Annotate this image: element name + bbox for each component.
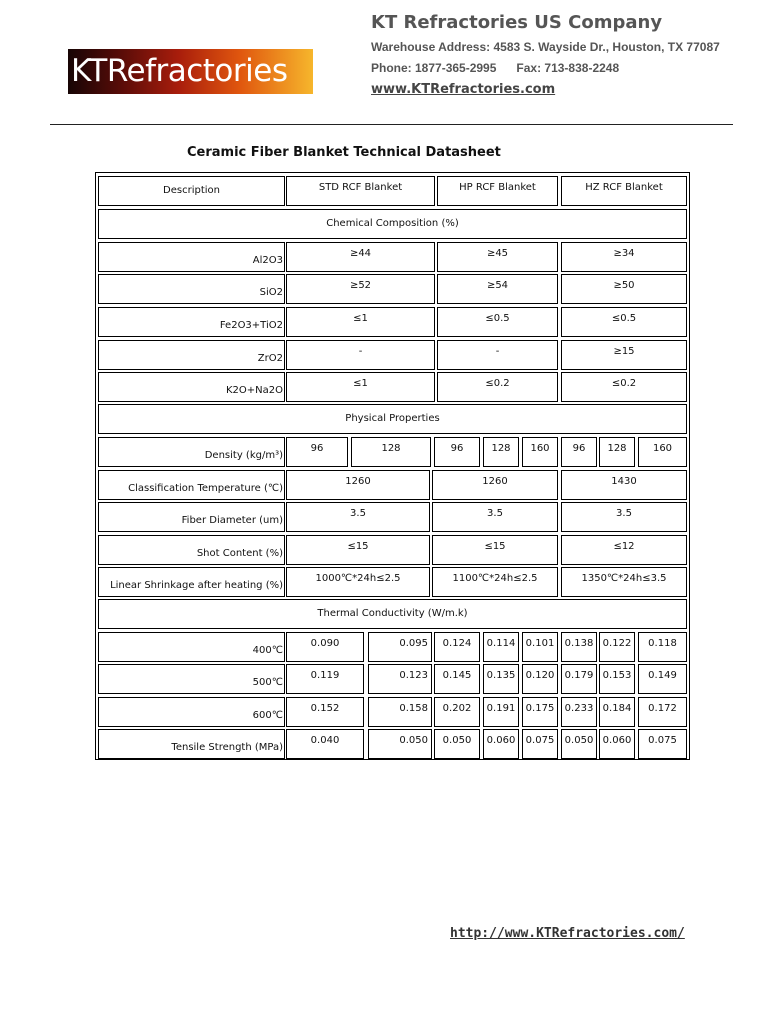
section-title-chemical: Chemical Composition (%) <box>98 209 687 239</box>
value-cell: 0.233 <box>561 697 597 727</box>
value-cell: 96 <box>286 437 348 467</box>
row-label: Al2O3 <box>98 242 285 272</box>
row-label: Classification Temperature (℃) <box>98 470 285 500</box>
phone-number: Phone: 1877-365-2995 <box>371 61 497 75</box>
value-cell: 0.050 <box>561 729 597 759</box>
value-cell: 0.101 <box>522 632 558 662</box>
value-cell: 128 <box>599 437 635 467</box>
company-name: KT Refractories US Company <box>371 12 663 33</box>
value-cell: 1260 <box>286 470 430 500</box>
value-cell: 0.119 <box>286 664 364 694</box>
value-cell: 0.124 <box>434 632 480 662</box>
section-title-thermal: Thermal Conductivity (W/m.k) <box>98 599 687 629</box>
value-cell: - <box>286 340 435 370</box>
value-cell: ≤15 <box>432 535 558 565</box>
row-label: Fe2O3+TiO2 <box>98 307 285 337</box>
value-cell: ≤15 <box>286 535 430 565</box>
value-cell: 0.123 <box>368 664 432 694</box>
value-cell: 1000℃*24h≤2.5 <box>286 567 430 597</box>
value-cell: 96 <box>561 437 597 467</box>
row-label: Density (kg/m³) <box>98 437 285 467</box>
value-cell: 0.202 <box>434 697 480 727</box>
value-cell: 0.122 <box>599 632 635 662</box>
value-cell: 0.152 <box>286 697 364 727</box>
warehouse-address: Warehouse Address: 4583 S. Wayside Dr., Houston, TX 77087 <box>371 40 720 54</box>
value-cell: ≥54 <box>437 274 558 304</box>
value-cell: 1350℃*24h≤3.5 <box>561 567 687 597</box>
value-cell: ≥45 <box>437 242 558 272</box>
value-cell: ≥44 <box>286 242 435 272</box>
value-cell: 3.5 <box>432 502 558 532</box>
value-cell: 128 <box>483 437 519 467</box>
value-cell: 0.153 <box>599 664 635 694</box>
company-logo <box>68 49 313 94</box>
value-cell: 0.172 <box>638 697 687 727</box>
header-divider <box>50 124 733 125</box>
value-cell: 0.120 <box>522 664 558 694</box>
value-cell: ≥34 <box>561 242 687 272</box>
value-cell: 1260 <box>432 470 558 500</box>
value-cell: ≥52 <box>286 274 435 304</box>
logo-text: KTRefractories <box>71 53 288 89</box>
value-cell: - <box>437 340 558 370</box>
product-header-cell: HP RCF Blanket <box>437 176 558 206</box>
value-cell: ≥50 <box>561 274 687 304</box>
value-cell: 128 <box>351 437 431 467</box>
row-label: Tensile Strength (MPa) <box>98 729 285 759</box>
value-cell: 0.175 <box>522 697 558 727</box>
value-cell: 1100℃*24h≤2.5 <box>432 567 558 597</box>
value-cell: 160 <box>522 437 558 467</box>
value-cell: 0.075 <box>522 729 558 759</box>
value-cell: 0.060 <box>483 729 519 759</box>
value-cell: 0.075 <box>638 729 687 759</box>
value-cell: ≤0.5 <box>437 307 558 337</box>
website-link[interactable]: www.KTRefractories.com <box>371 82 556 97</box>
row-label: 400℃ <box>98 632 285 662</box>
value-cell: 0.138 <box>561 632 597 662</box>
row-label: 600℃ <box>98 697 285 727</box>
value-cell: ≤0.5 <box>561 307 687 337</box>
fax-number: Fax: 713-838-2248 <box>516 61 620 75</box>
value-cell: 0.158 <box>368 697 432 727</box>
footer-url-link[interactable]: http://www.KTRefractories.com/ <box>450 926 685 941</box>
value-cell: 0.118 <box>638 632 687 662</box>
product-header-cell: HZ RCF Blanket <box>561 176 687 206</box>
value-cell: 0.050 <box>368 729 432 759</box>
row-label: Fiber Diameter (um) <box>98 502 285 532</box>
value-cell: 0.149 <box>638 664 687 694</box>
value-cell: 0.135 <box>483 664 519 694</box>
value-cell: 96 <box>434 437 480 467</box>
datasheet-title: Ceramic Fiber Blanket Technical Datasheet <box>187 145 501 160</box>
value-cell: 0.191 <box>483 697 519 727</box>
row-label: 500℃ <box>98 664 285 694</box>
section-title-physical: Physical Properties <box>98 404 687 434</box>
datasheet-table <box>95 172 690 760</box>
value-cell: ≤1 <box>286 372 435 402</box>
value-cell: 0.184 <box>599 697 635 727</box>
contact-line <box>371 61 619 75</box>
product-header-cell: STD RCF Blanket <box>286 176 435 206</box>
row-label: SiO2 <box>98 274 285 304</box>
value-cell: 0.145 <box>434 664 480 694</box>
value-cell: 0.179 <box>561 664 597 694</box>
header-description-cell: Description <box>98 176 285 206</box>
value-cell: 0.040 <box>286 729 364 759</box>
value-cell: ≤1 <box>286 307 435 337</box>
value-cell: 1430 <box>561 470 687 500</box>
value-cell: ≤0.2 <box>437 372 558 402</box>
value-cell: 3.5 <box>286 502 430 532</box>
value-cell: ≥15 <box>561 340 687 370</box>
value-cell: 0.050 <box>434 729 480 759</box>
value-cell: 0.090 <box>286 632 364 662</box>
value-cell: 0.095 <box>368 632 432 662</box>
value-cell: ≤0.2 <box>561 372 687 402</box>
value-cell: 3.5 <box>561 502 687 532</box>
row-label: K2O+Na2O <box>98 372 285 402</box>
value-cell: 0.114 <box>483 632 519 662</box>
row-label: Linear Shrinkage after heating (%) <box>98 567 285 597</box>
value-cell: 160 <box>638 437 687 467</box>
value-cell: 0.060 <box>599 729 635 759</box>
value-cell: ≤12 <box>561 535 687 565</box>
row-label: ZrO2 <box>98 340 285 370</box>
row-label: Shot Content (%) <box>98 535 285 565</box>
